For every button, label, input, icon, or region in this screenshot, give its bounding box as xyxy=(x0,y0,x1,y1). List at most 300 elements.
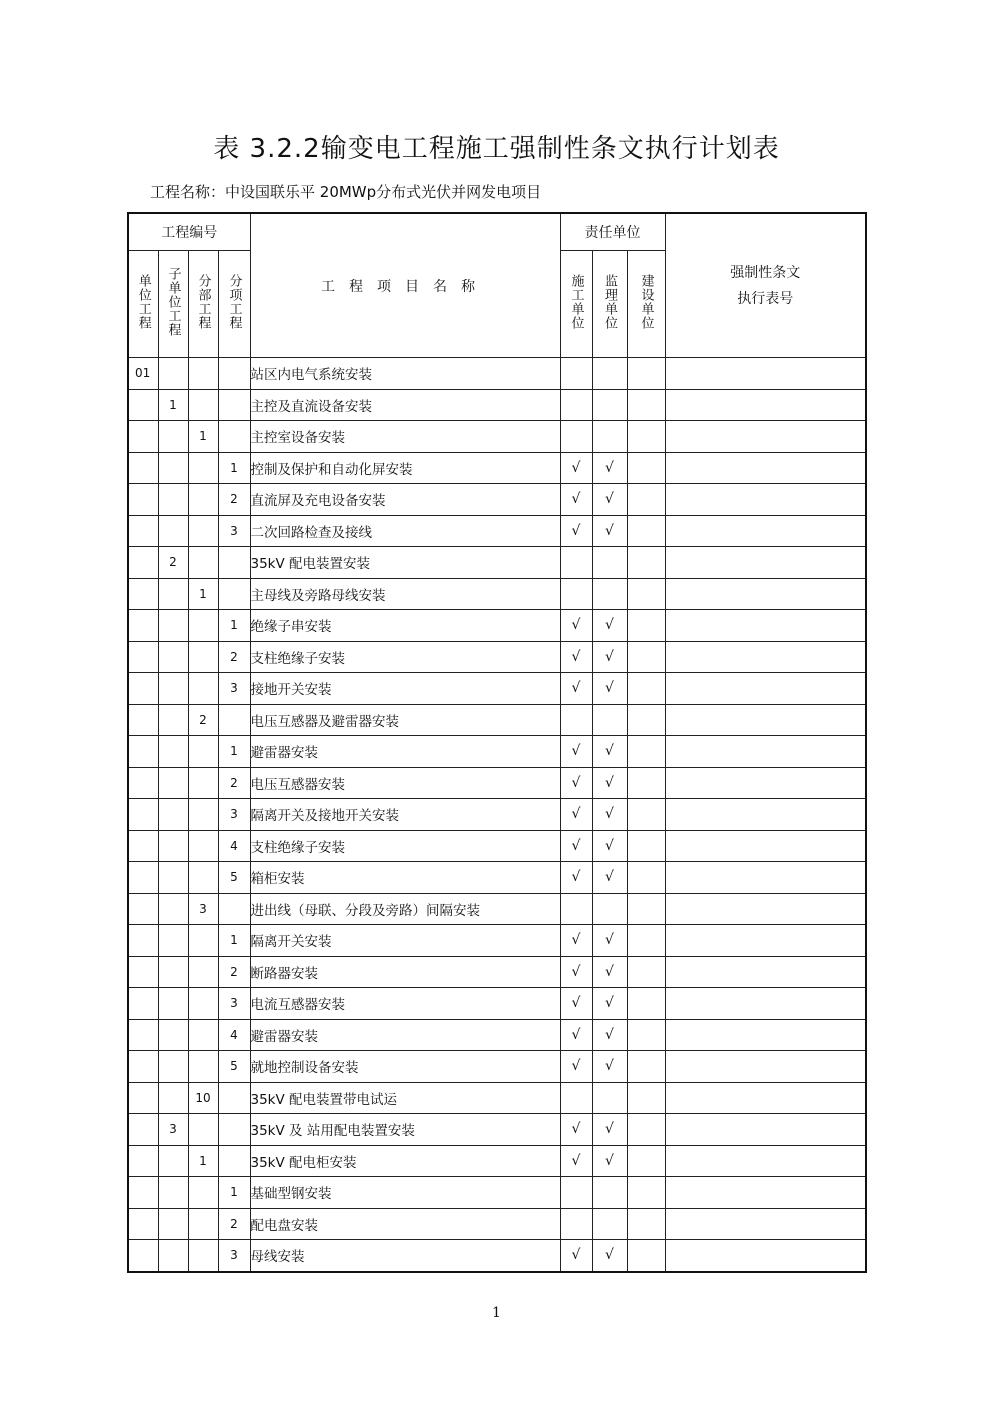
construction-unit-check: √ xyxy=(560,1019,592,1051)
project-item-name-cell: 接地开关安装 xyxy=(250,673,560,705)
supervision-unit-check: √ xyxy=(592,862,627,894)
project-item-name-cell: 就地控制设备安装 xyxy=(250,1051,560,1083)
owner-unit-check xyxy=(627,358,665,390)
unit-project-cell xyxy=(128,862,158,894)
mandatory-clause-cell xyxy=(665,799,866,831)
owner-unit-check xyxy=(627,452,665,484)
mandatory-clause-cell xyxy=(665,673,866,705)
construction-unit-check: √ xyxy=(560,925,592,957)
division-project-cell xyxy=(188,736,218,768)
item-project-cell: 1 xyxy=(218,452,250,484)
unit-project-cell xyxy=(128,1051,158,1083)
table-row xyxy=(128,1082,866,1114)
division-project-cell xyxy=(188,799,218,831)
table-row xyxy=(128,956,866,988)
sub-unit-project-cell xyxy=(158,925,188,957)
supervision-unit-check: √ xyxy=(592,641,627,673)
project-item-name-cell: 支柱绝缘子安装 xyxy=(250,641,560,673)
project-item-name-cell: 控制及保护和自动化屏安装 xyxy=(250,452,560,484)
mandatory-clause-cell xyxy=(665,547,866,579)
owner-unit-check xyxy=(627,830,665,862)
division-project-cell xyxy=(188,1177,218,1209)
project-item-name-cell: 支柱绝缘子安装 xyxy=(250,830,560,862)
division-project-cell xyxy=(188,358,218,390)
construction-unit-check: √ xyxy=(560,484,592,516)
owner-unit-check xyxy=(627,1145,665,1177)
mandatory-clause-header xyxy=(665,213,866,358)
mandatory-clause-cell xyxy=(665,830,866,862)
table-row xyxy=(128,767,866,799)
division-project-cell: 1 xyxy=(188,578,218,610)
owner-unit-check xyxy=(627,1019,665,1051)
project-item-name-cell: 断路器安装 xyxy=(250,956,560,988)
execution-plan-table xyxy=(127,212,867,1273)
project-item-name-cell: 电压互感器安装 xyxy=(250,767,560,799)
project-item-name-cell: 配电盘安装 xyxy=(250,1208,560,1240)
supervision-unit-check: √ xyxy=(592,610,627,642)
mandatory-clause-cell xyxy=(665,452,866,484)
construction-unit-check xyxy=(560,578,592,610)
table-row xyxy=(128,547,866,579)
mandatory-clause-cell xyxy=(665,736,866,768)
construction-unit-check: √ xyxy=(560,956,592,988)
construction-unit-check: √ xyxy=(560,1145,592,1177)
construction-unit-check: √ xyxy=(560,673,592,705)
unit-project-cell xyxy=(128,767,158,799)
division-project-cell xyxy=(188,515,218,547)
division-project-cell: 1 xyxy=(188,421,218,453)
project-item-name-cell: 二次回路检查及接线 xyxy=(250,515,560,547)
mandatory-clause-cell xyxy=(665,1019,866,1051)
owner-unit-check xyxy=(627,1208,665,1240)
unit-project-cell xyxy=(128,704,158,736)
project-item-name-cell: 隔离开关安装 xyxy=(250,925,560,957)
sub-unit-project-cell xyxy=(158,704,188,736)
project-item-name-cell: 基础型钢安装 xyxy=(250,1177,560,1209)
item-project-cell: 2 xyxy=(218,484,250,516)
table-row xyxy=(128,641,866,673)
sub-unit-project-cell: 2 xyxy=(158,547,188,579)
division-project-cell xyxy=(188,862,218,894)
owner-unit-check xyxy=(627,1051,665,1083)
item-project-cell: 4 xyxy=(218,830,250,862)
unit-project-cell xyxy=(128,1177,158,1209)
project-item-name-cell: 电压互感器及避雷器安装 xyxy=(250,704,560,736)
construction-unit-check: √ xyxy=(560,862,592,894)
sub-unit-project-cell xyxy=(158,1208,188,1240)
construction-unit-check: √ xyxy=(560,1051,592,1083)
supervision-unit-check: √ xyxy=(592,1019,627,1051)
construction-unit-check: √ xyxy=(560,988,592,1020)
construction-unit-check xyxy=(560,704,592,736)
division-project-cell xyxy=(188,452,218,484)
item-project-cell: 5 xyxy=(218,1051,250,1083)
sub-unit-project-cell xyxy=(158,452,188,484)
supervision-unit-check: √ xyxy=(592,484,627,516)
table-body xyxy=(128,358,866,1272)
sub-unit-project-cell xyxy=(158,578,188,610)
construction-unit-check xyxy=(560,389,592,421)
item-project-header: 分项工程 xyxy=(218,251,250,358)
table-row xyxy=(128,578,866,610)
project-item-name-cell: 进出线（母联、分段及旁路）间隔安装 xyxy=(250,893,560,925)
owner-unit-check xyxy=(627,1177,665,1209)
unit-project-header: 单位工程 xyxy=(128,251,158,358)
owner-unit-check xyxy=(627,704,665,736)
construction-unit-check xyxy=(560,547,592,579)
sub-unit-project-cell xyxy=(158,988,188,1020)
owner-unit-check xyxy=(627,736,665,768)
project-item-name-cell: 绝缘子串安装 xyxy=(250,610,560,642)
item-project-cell xyxy=(218,358,250,390)
project-item-name-cell: 母线安装 xyxy=(250,1240,560,1272)
sub-unit-project-cell xyxy=(158,736,188,768)
clause-header-line1: 强制性条文 xyxy=(730,264,801,281)
supervision-unit-check: √ xyxy=(592,1051,627,1083)
division-project-cell xyxy=(188,1019,218,1051)
mandatory-clause-cell xyxy=(665,421,866,453)
division-project-cell: 3 xyxy=(188,893,218,925)
item-project-cell xyxy=(218,1145,250,1177)
sub-unit-project-cell xyxy=(158,1145,188,1177)
division-project-cell xyxy=(188,389,218,421)
owner-unit-check xyxy=(627,767,665,799)
sub-unit-project-cell xyxy=(158,1240,188,1272)
division-project-cell xyxy=(188,1208,218,1240)
unit-project-cell xyxy=(128,1145,158,1177)
division-project-header: 分部工程 xyxy=(188,251,218,358)
unit-project-cell xyxy=(128,893,158,925)
table-row xyxy=(128,1177,866,1209)
supervision-unit-check: √ xyxy=(592,988,627,1020)
supervision-unit-check: √ xyxy=(592,1114,627,1146)
unit-project-cell xyxy=(128,1082,158,1114)
mandatory-clause-cell xyxy=(665,862,866,894)
project-item-name-cell: 直流屏及充电设备安装 xyxy=(250,484,560,516)
clause-header-line2: 执行表号 xyxy=(737,290,794,307)
division-project-cell xyxy=(188,1114,218,1146)
item-project-cell xyxy=(218,1082,250,1114)
table-row xyxy=(128,1114,866,1146)
item-project-cell: 2 xyxy=(218,641,250,673)
mandatory-clause-cell xyxy=(665,1240,866,1272)
owner-unit-check xyxy=(627,1240,665,1272)
owner-unit-check xyxy=(627,862,665,894)
project-item-name-cell: 电流互感器安装 xyxy=(250,988,560,1020)
division-project-cell xyxy=(188,767,218,799)
project-item-name-cell: 35kV 配电装置安装 xyxy=(250,547,560,579)
owner-unit-check xyxy=(627,1114,665,1146)
division-project-cell xyxy=(188,925,218,957)
table-row xyxy=(128,389,866,421)
unit-project-cell xyxy=(128,925,158,957)
sub-unit-project-cell xyxy=(158,1051,188,1083)
mandatory-clause-cell xyxy=(665,704,866,736)
item-project-cell: 4 xyxy=(218,1019,250,1051)
unit-project-cell xyxy=(128,830,158,862)
division-project-cell xyxy=(188,641,218,673)
unit-project-cell xyxy=(128,1240,158,1272)
project-item-name-cell: 主母线及旁路母线安装 xyxy=(250,578,560,610)
sub-unit-project-header: 子单位工程 xyxy=(158,251,188,358)
unit-project-cell: 01 xyxy=(128,358,158,390)
supervision-unit-check xyxy=(592,358,627,390)
construction-unit-check: √ xyxy=(560,767,592,799)
unit-project-cell xyxy=(128,736,158,768)
item-project-cell: 5 xyxy=(218,862,250,894)
unit-project-cell xyxy=(128,799,158,831)
page-number: 1 xyxy=(492,1305,501,1321)
owner-unit-check xyxy=(627,1082,665,1114)
supervision-unit-check: √ xyxy=(592,925,627,957)
unit-project-cell xyxy=(128,988,158,1020)
construction-unit-check xyxy=(560,1082,592,1114)
item-project-cell: 3 xyxy=(218,988,250,1020)
table-row xyxy=(128,830,866,862)
item-project-cell: 3 xyxy=(218,1240,250,1272)
mandatory-clause-cell xyxy=(665,893,866,925)
mandatory-clause-cell xyxy=(665,956,866,988)
table-row xyxy=(128,515,866,547)
table-row xyxy=(128,1240,866,1272)
division-project-cell: 10 xyxy=(188,1082,218,1114)
supervision-unit-check: √ xyxy=(592,1145,627,1177)
project-item-name-cell: 35kV 配电柜安装 xyxy=(250,1145,560,1177)
item-project-cell: 1 xyxy=(218,1177,250,1209)
sub-unit-project-cell xyxy=(158,484,188,516)
unit-project-cell xyxy=(128,1114,158,1146)
supervision-unit-check xyxy=(592,1208,627,1240)
page-title: 表 3.2.2输变电工程施工强制性条文执行计划表 xyxy=(213,134,780,164)
project-item-name-cell: 箱柜安装 xyxy=(250,862,560,894)
table-row xyxy=(128,893,866,925)
supervision-unit-check xyxy=(592,421,627,453)
division-project-cell xyxy=(188,1240,218,1272)
table-row xyxy=(128,704,866,736)
supervision-unit-check: √ xyxy=(592,799,627,831)
supervision-unit-check: √ xyxy=(592,736,627,768)
mandatory-clause-cell xyxy=(665,925,866,957)
mandatory-clause-cell xyxy=(665,1177,866,1209)
construction-unit-check xyxy=(560,421,592,453)
division-project-cell: 1 xyxy=(188,1145,218,1177)
sub-unit-project-cell xyxy=(158,956,188,988)
mandatory-clause-cell xyxy=(665,641,866,673)
unit-project-cell xyxy=(128,1019,158,1051)
division-project-cell xyxy=(188,956,218,988)
table-row xyxy=(128,358,866,390)
sub-unit-project-cell: 3 xyxy=(158,1114,188,1146)
item-project-cell: 1 xyxy=(218,925,250,957)
supervision-unit-check: √ xyxy=(592,515,627,547)
sub-unit-project-cell xyxy=(158,515,188,547)
owner-unit-check xyxy=(627,421,665,453)
owner-unit-header: 建设单位 xyxy=(627,251,665,358)
division-project-cell xyxy=(188,988,218,1020)
item-project-cell xyxy=(218,704,250,736)
item-project-cell xyxy=(218,578,250,610)
unit-project-cell xyxy=(128,421,158,453)
mandatory-clause-cell xyxy=(665,1145,866,1177)
supervision-unit-check xyxy=(592,1177,627,1209)
division-project-cell xyxy=(188,610,218,642)
item-project-cell: 3 xyxy=(218,673,250,705)
owner-unit-check xyxy=(627,988,665,1020)
supervision-unit-check xyxy=(592,893,627,925)
item-project-cell: 2 xyxy=(218,1208,250,1240)
division-project-cell xyxy=(188,673,218,705)
table-row xyxy=(128,925,866,957)
item-project-cell xyxy=(218,421,250,453)
construction-unit-check: √ xyxy=(560,799,592,831)
owner-unit-check xyxy=(627,673,665,705)
sub-unit-project-cell xyxy=(158,358,188,390)
mandatory-clause-cell xyxy=(665,484,866,516)
table-row xyxy=(128,736,866,768)
owner-unit-check xyxy=(627,389,665,421)
division-project-cell xyxy=(188,547,218,579)
item-project-cell: 1 xyxy=(218,736,250,768)
sub-unit-project-cell xyxy=(158,673,188,705)
unit-project-cell xyxy=(128,389,158,421)
mandatory-clause-cell xyxy=(665,358,866,390)
table-row xyxy=(128,1145,866,1177)
supervision-unit-check xyxy=(592,704,627,736)
project-item-name-cell: 避雷器安装 xyxy=(250,1019,560,1051)
table-row xyxy=(128,610,866,642)
division-project-cell: 2 xyxy=(188,704,218,736)
project-item-name-cell: 站区内电气系统安装 xyxy=(250,358,560,390)
construction-unit-check xyxy=(560,893,592,925)
sub-unit-project-cell xyxy=(158,799,188,831)
mandatory-clause-cell xyxy=(665,1208,866,1240)
table-row xyxy=(128,421,866,453)
mandatory-clause-cell xyxy=(665,610,866,642)
unit-project-cell xyxy=(128,484,158,516)
unit-project-cell xyxy=(128,641,158,673)
project-name-line: 工程名称：中设国联乐平 20MWp分布式光伏并网发电项目 xyxy=(150,183,542,201)
mandatory-clause-cell xyxy=(665,1082,866,1114)
owner-unit-check xyxy=(627,799,665,831)
mandatory-clause-cell xyxy=(665,389,866,421)
mandatory-clause-cell xyxy=(665,1114,866,1146)
supervision-unit-header: 监理单位 xyxy=(592,251,627,358)
owner-unit-check xyxy=(627,641,665,673)
sub-unit-project-cell xyxy=(158,1177,188,1209)
division-project-cell xyxy=(188,830,218,862)
table-row xyxy=(128,1019,866,1051)
owner-unit-check xyxy=(627,578,665,610)
table-row xyxy=(128,988,866,1020)
division-project-cell xyxy=(188,484,218,516)
mandatory-clause-cell xyxy=(665,1051,866,1083)
owner-unit-check xyxy=(627,547,665,579)
sub-unit-project-cell xyxy=(158,830,188,862)
project-item-name-cell: 35kV 及 站用配电装置安装 xyxy=(250,1114,560,1146)
item-project-cell xyxy=(218,547,250,579)
supervision-unit-check: √ xyxy=(592,452,627,484)
item-project-cell: 2 xyxy=(218,956,250,988)
construction-unit-check: √ xyxy=(560,641,592,673)
supervision-unit-check: √ xyxy=(592,1240,627,1272)
table-row xyxy=(128,799,866,831)
construction-unit-check: √ xyxy=(560,830,592,862)
division-project-cell xyxy=(188,1051,218,1083)
project-item-name-cell: 主控及直流设备安装 xyxy=(250,389,560,421)
construction-unit-check: √ xyxy=(560,1114,592,1146)
sub-unit-project-cell xyxy=(158,862,188,894)
construction-unit-check: √ xyxy=(560,1240,592,1272)
item-project-cell: 3 xyxy=(218,799,250,831)
supervision-unit-check xyxy=(592,1082,627,1114)
owner-unit-check xyxy=(627,515,665,547)
supervision-unit-check: √ xyxy=(592,830,627,862)
supervision-unit-check xyxy=(592,389,627,421)
sub-unit-project-cell xyxy=(158,421,188,453)
construction-unit-check: √ xyxy=(560,452,592,484)
project-item-name-header: 工程项目名称 xyxy=(250,213,560,358)
sub-unit-project-cell xyxy=(158,610,188,642)
project-code-header: 工程编号 xyxy=(128,213,250,251)
sub-unit-project-cell: 1 xyxy=(158,389,188,421)
unit-project-cell xyxy=(128,452,158,484)
sub-unit-project-cell xyxy=(158,1082,188,1114)
construction-unit-check xyxy=(560,358,592,390)
project-item-name-cell: 隔离开关及接地开关安装 xyxy=(250,799,560,831)
sub-unit-project-cell xyxy=(158,893,188,925)
construction-unit-check xyxy=(560,1208,592,1240)
table-row xyxy=(128,484,866,516)
owner-unit-check xyxy=(627,925,665,957)
owner-unit-check xyxy=(627,484,665,516)
unit-project-cell xyxy=(128,1208,158,1240)
supervision-unit-check xyxy=(592,578,627,610)
construction-unit-check: √ xyxy=(560,736,592,768)
construction-unit-check: √ xyxy=(560,515,592,547)
project-item-name-cell: 避雷器安装 xyxy=(250,736,560,768)
construction-unit-check: √ xyxy=(560,610,592,642)
table-row xyxy=(128,452,866,484)
supervision-unit-check: √ xyxy=(592,767,627,799)
table-row xyxy=(128,1208,866,1240)
project-item-name-cell: 35kV 配电装置带电试运 xyxy=(250,1082,560,1114)
responsible-unit-header: 责任单位 xyxy=(560,213,665,251)
unit-project-cell xyxy=(128,610,158,642)
mandatory-clause-cell xyxy=(665,767,866,799)
item-project-cell: 1 xyxy=(218,610,250,642)
item-project-cell xyxy=(218,1114,250,1146)
table-row xyxy=(128,673,866,705)
unit-project-cell xyxy=(128,515,158,547)
sub-unit-project-cell xyxy=(158,641,188,673)
mandatory-clause-cell xyxy=(665,515,866,547)
unit-project-cell xyxy=(128,547,158,579)
unit-project-cell xyxy=(128,578,158,610)
mandatory-clause-cell xyxy=(665,988,866,1020)
owner-unit-check xyxy=(627,956,665,988)
table-row xyxy=(128,862,866,894)
unit-project-cell xyxy=(128,956,158,988)
sub-unit-project-cell xyxy=(158,767,188,799)
construction-unit-header: 施工单位 xyxy=(560,251,592,358)
item-project-cell xyxy=(218,893,250,925)
item-project-cell: 2 xyxy=(218,767,250,799)
supervision-unit-check: √ xyxy=(592,956,627,988)
mandatory-clause-cell xyxy=(665,578,866,610)
supervision-unit-check: √ xyxy=(592,673,627,705)
owner-unit-check xyxy=(627,893,665,925)
owner-unit-check xyxy=(627,610,665,642)
